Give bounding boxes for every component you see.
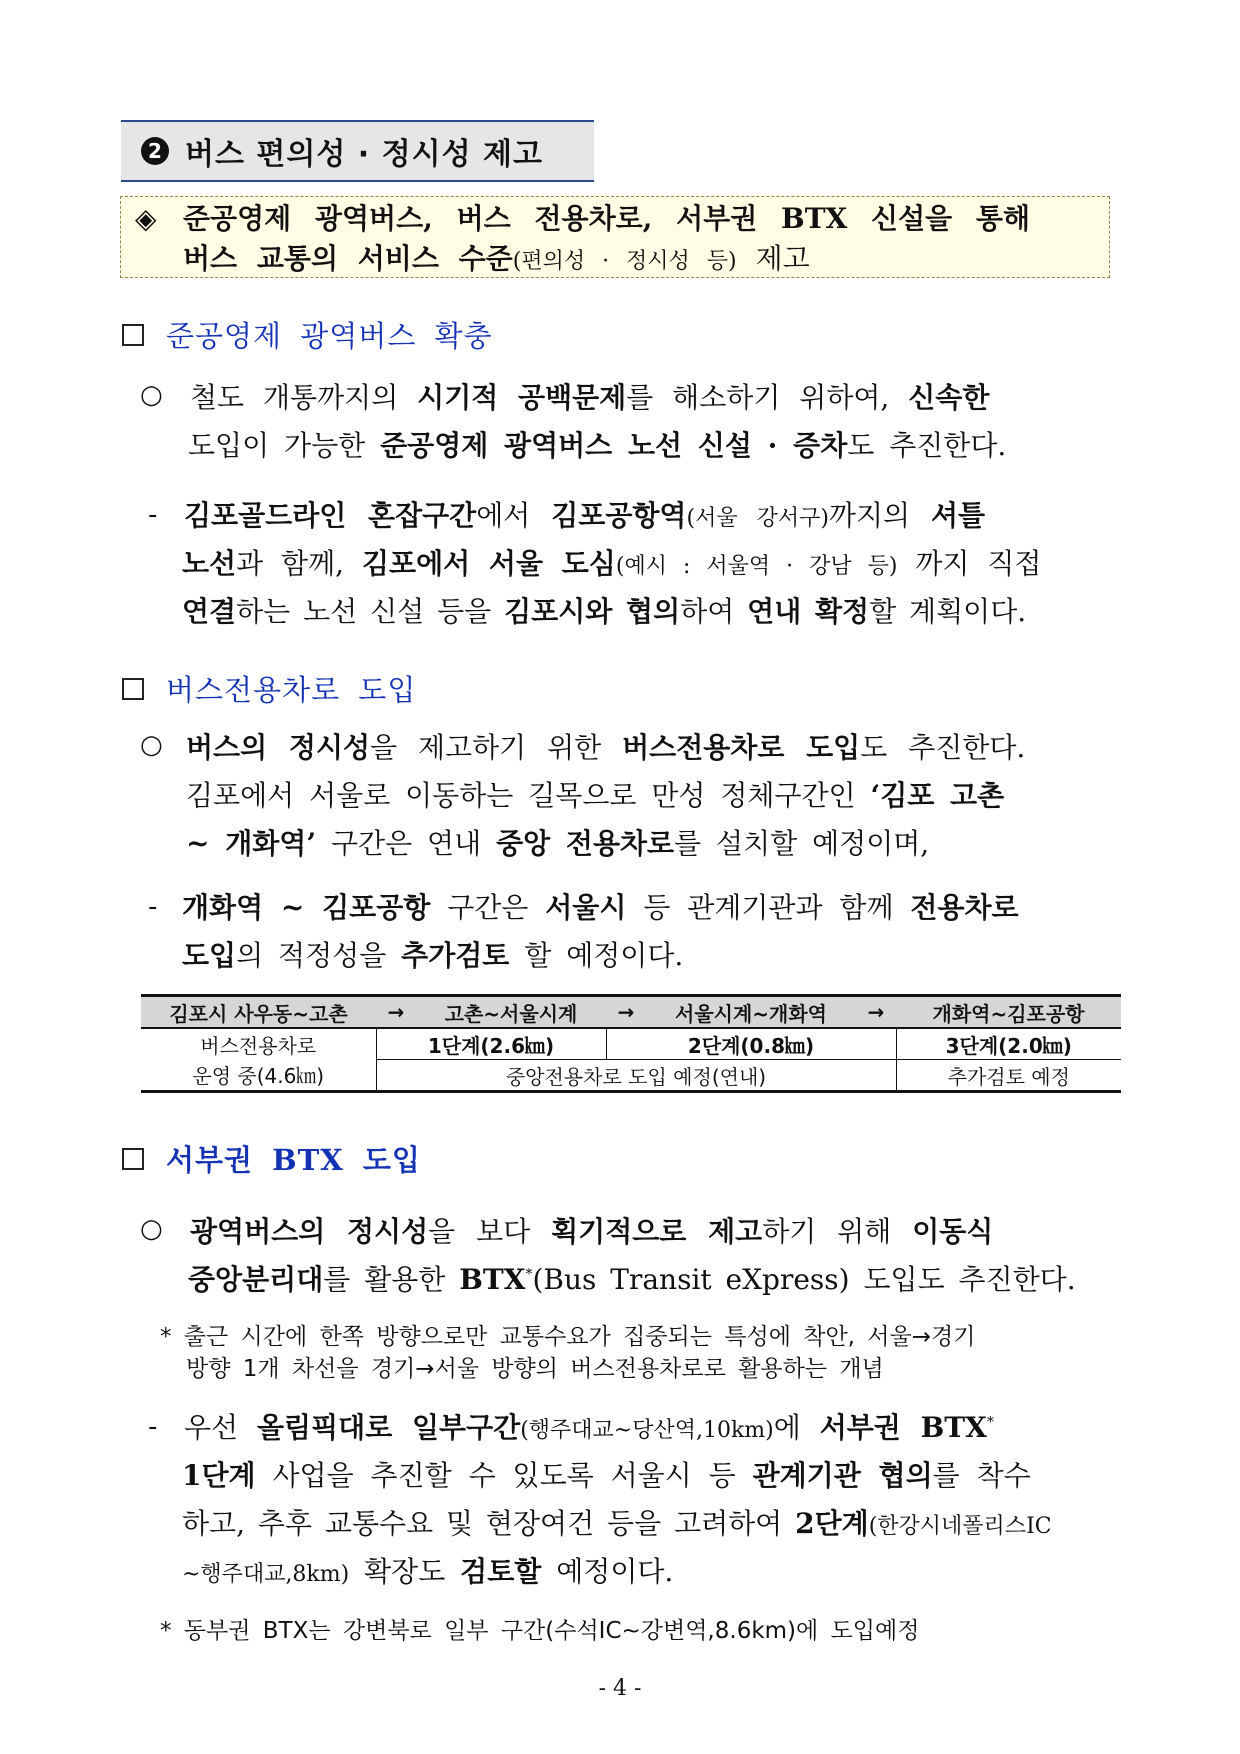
section-title: 버스 편의성 · 정시성 제고 (185, 137, 543, 172)
table-cell: 중앙전용차로 도입 예정(연내) (376, 1060, 896, 1092)
table-header-cell: 서울시계~개화역 (646, 996, 856, 1029)
sub2-para-line-2: 김포에서 서울로 이동하는 길목으로 만성 정체구간인 ‘김포 고촌 (186, 779, 1005, 812)
table-cell: 버스전용차로 (200, 1033, 317, 1058)
checkbox-square-icon (122, 678, 144, 700)
table-header-cell: 김포시 사우동~고촌 (141, 996, 376, 1029)
subheading-3 (122, 1138, 421, 1179)
diamond-bullet-icon: ◈ (135, 202, 157, 235)
table-cell: 2단계(0.8㎞) (606, 1028, 896, 1060)
dash-bullet: - (148, 1412, 158, 1442)
subheading-2 (122, 668, 416, 709)
table-header-row (141, 996, 1121, 1029)
checkbox-square-icon (122, 324, 144, 346)
sub2-para-line-1: 버스의 정시성을 제고하기 위한 버스전용차로 도입도 추진한다. (186, 731, 1026, 764)
subheading-2-text: 버스전용차로 도입 (166, 673, 417, 707)
summary-box (120, 196, 1110, 278)
section-number-badge: 2 (141, 137, 169, 165)
sub3-para-line-2: 중앙분리대를 활용한 BTX*(Bus Transit eXpress) 도입도 추진한다. (188, 1263, 1076, 1296)
table-cell: 추가검토 예정 (896, 1060, 1121, 1092)
subheading-3-text: 서부권 BTX 도입 (166, 1143, 421, 1177)
bus-lane-stage-table (141, 994, 1121, 1093)
sub3-detail-line-4: ~행주대교,8km) 확장도 검토할 예정이다. (182, 1555, 674, 1588)
dash-bullet: - (148, 892, 158, 922)
sub2-para-line-3: ~ 개화역’ 구간은 연내 중앙 전용차로를 설치할 예정이며, (186, 827, 930, 860)
sub3-para-line-1: 광역버스의 정시성을 보다 획기적으로 제고하기 위해 이동식 (190, 1215, 994, 1248)
arrow-icon: → (606, 996, 646, 1029)
table-cell: 3단계(2.0㎞) (896, 1028, 1121, 1060)
subheading-1 (122, 314, 493, 355)
table-cell: 1단계(2.6㎞) (376, 1028, 606, 1060)
arrow-icon: → (856, 996, 896, 1029)
sub3-detail-line-2: 1단계 사업을 추진할 수 있도록 서울시 등 관계기관 협의를 착수 (182, 1459, 1031, 1492)
page-number: - 4 - (598, 1676, 642, 1701)
footnote-2: * 동부권 BTX는 강변북로 일부 구간(수석IC~강변역,8.6km)에 도입예정 (160, 1618, 920, 1644)
sub3-detail-line-3: 하고, 추후 교통수요 및 현장여건 등을 고려하여 2단계(한강시네폴리스IC (182, 1507, 1052, 1540)
sub1-detail-line-3: 연결하는 노선 신설 등을 김포시와 협의하여 연내 확정할 계획이다. (182, 595, 1027, 628)
arrow-icon: → (376, 996, 416, 1029)
checkbox-square-icon (122, 1148, 144, 1170)
section-title-box (121, 120, 594, 182)
circle-bullet: ○ (140, 1214, 163, 1244)
table-header-cell: 고촌~서울시계 (416, 996, 606, 1029)
subheading-1-text: 준공영제 광역버스 확충 (166, 319, 493, 353)
summary-line-1: 준공영제 광역버스, 버스 전용차로, 서부권 BTX 신설을 통해 (183, 202, 1031, 235)
sub3-detail-line-1: 우선 올림픽대로 일부구간(행주대교~당산역,10km)에 서부권 BTX* (184, 1411, 994, 1444)
sub2-detail-line-2: 도입의 적정성을 추가검토 할 예정이다. (182, 939, 684, 972)
circle-bullet: ○ (140, 380, 163, 410)
sub1-para-line-1: 철도 개통까지의 시기적 공백문제를 해소하기 위하여, 신속한 (190, 381, 990, 414)
sub1-para-line-2: 도입이 가능한 준공영제 광역버스 노선 신설 · 증차도 추진한다. (188, 429, 1007, 462)
footnote-1-line-1: * 출근 시간에 한쪽 방향으로만 교통수요가 집중되는 특성에 착안, 서울→경기 (160, 1324, 976, 1350)
table-row (141, 1060, 1121, 1092)
sub2-detail-line-1: 개화역 ~ 김포공항 구간은 서울시 등 관계기관과 함께 전용차로 (182, 891, 1019, 924)
dash-bullet: - (148, 500, 158, 530)
table-cell: 운영 중(4.6㎞) (141, 1060, 376, 1092)
table-header-cell: 개화역~김포공항 (896, 996, 1121, 1029)
summary-line-2: 버스 교통의 서비스 수준(편의성 · 정시성 등) 제고 (183, 242, 810, 275)
circle-bullet: ○ (140, 730, 163, 760)
sub1-detail-line-1: 김포골드라인 혼잡구간에서 김포공항역(서울 강서구)까지의 셔틀 (184, 499, 986, 532)
sub1-detail-line-2: 노선과 함께, 김포에서 서울 도심(예시 : 서울역 · 강남 등) 까지 직접 (182, 547, 1042, 580)
table-row (141, 1028, 1121, 1060)
footnote-1-line-2: 방향 1개 차선을 경기→서울 방향의 버스전용차로로 활용하는 개념 (186, 1356, 884, 1382)
